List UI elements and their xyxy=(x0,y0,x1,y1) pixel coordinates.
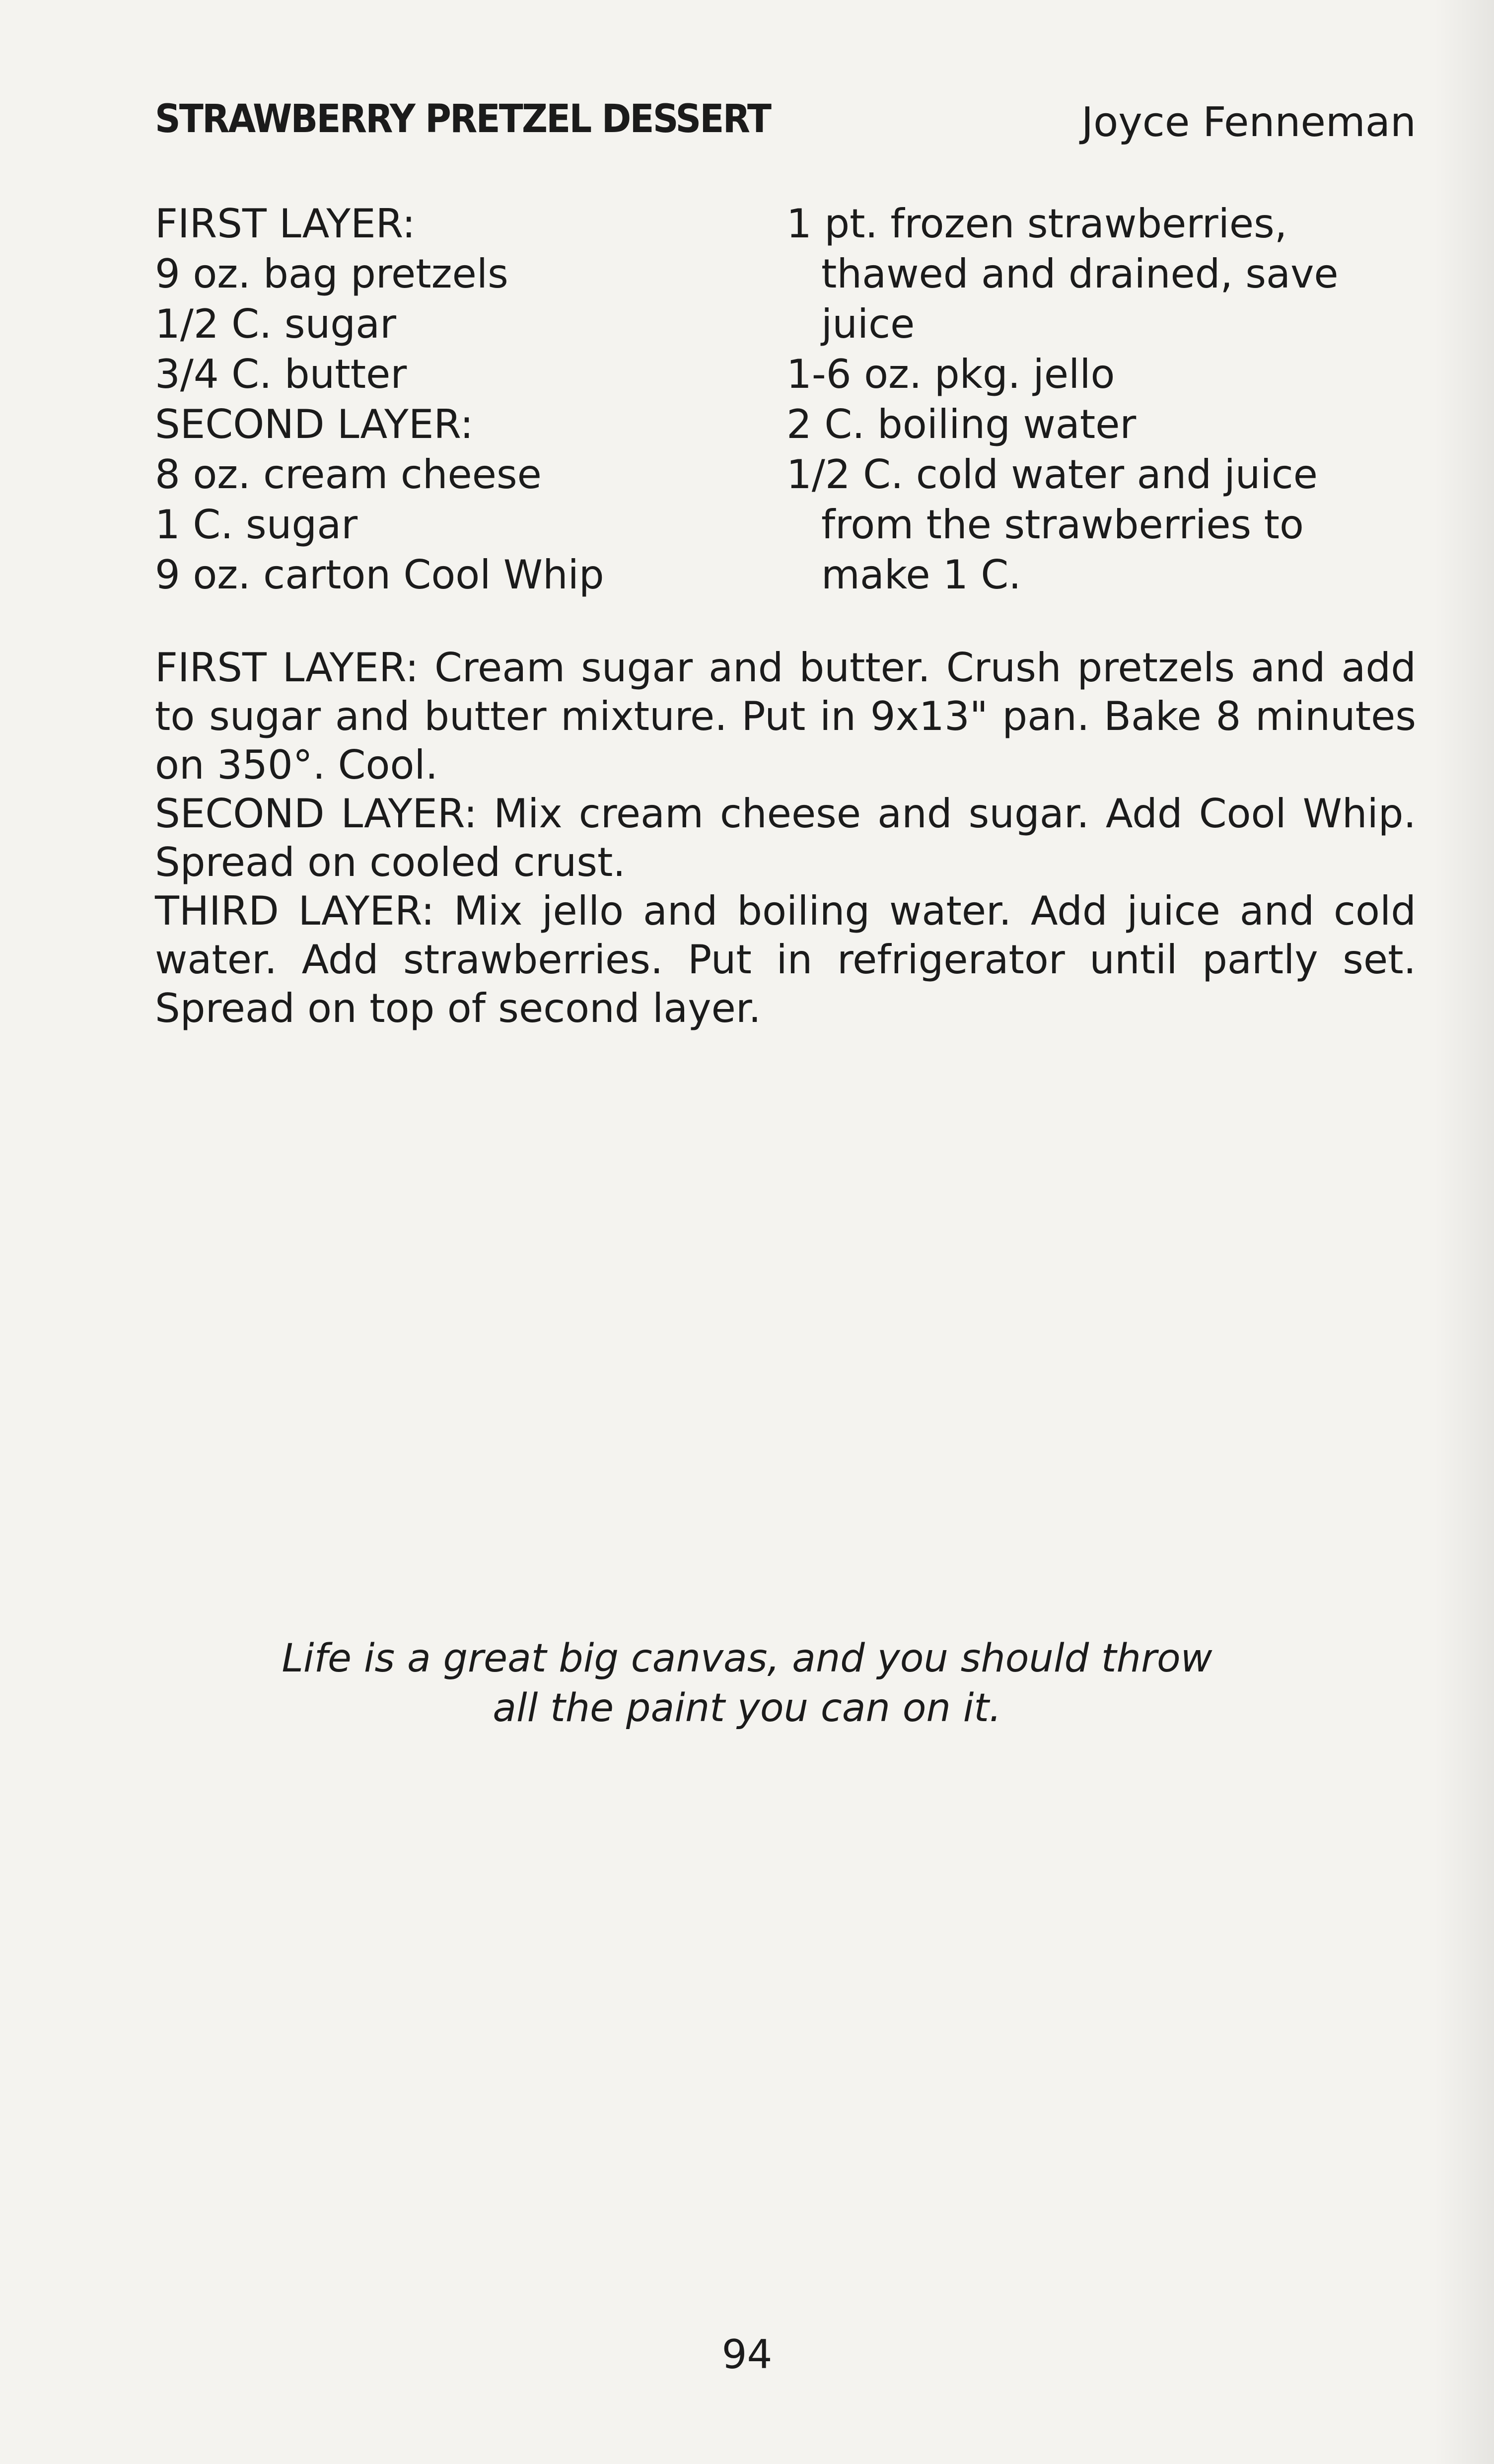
ingredient-line: SECOND LAYER: xyxy=(155,401,474,447)
ingredient-line: make 1 C. xyxy=(821,552,1021,598)
ingredient-line: 1 C. sugar xyxy=(155,502,358,548)
ingredient-line: 9 oz. carton Cool Whip xyxy=(155,552,604,598)
ingredient-line: 8 oz. cream cheese xyxy=(155,451,542,498)
page-edge-shadow xyxy=(1434,0,1494,2464)
ingredient-line: FIRST LAYER: xyxy=(155,201,416,247)
recipe-title: STRAWBERRY PRETZEL DESSERT xyxy=(155,97,771,142)
ingredient-line: 1/2 C. cold water and juice xyxy=(786,451,1318,498)
ingredients-right-column xyxy=(786,199,1416,600)
ingredient-line: 1/2 C. sugar xyxy=(155,301,396,347)
direction-paragraph: FIRST LAYER: Cream sugar and butter. Crush pretzels and add to sugar and butter mixture. Put in 9x13" pan. Bake 8 minutes on 350°. Cool. xyxy=(155,645,1416,788)
ingredient-line: 3/4 C. butter xyxy=(155,351,407,397)
ingredients-section xyxy=(155,199,1416,611)
recipe-author: Joyce Fenneman xyxy=(1081,99,1416,146)
ingredients-left-column xyxy=(155,199,776,600)
quote xyxy=(0,1634,1494,1733)
page-number: 94 xyxy=(721,2331,773,2378)
quote-line-2: all the paint you can on it. xyxy=(493,1686,1001,1731)
directions-section xyxy=(155,644,1416,1033)
ingredient-line: 1-6 oz. pkg. jello xyxy=(786,351,1115,397)
ingredient-line: 1 pt. frozen strawberries, xyxy=(786,201,1287,247)
ingredient-line: juice xyxy=(821,301,915,347)
ingredient-line: thawed and drained, save xyxy=(821,251,1339,297)
direction-paragraph: SECOND LAYER: Mix cream cheese and sugar. Add Cool Whip. Spread on cooled crust. xyxy=(155,791,1416,885)
ingredient-line: 9 oz. bag pretzels xyxy=(155,251,508,297)
direction-paragraph: THIRD LAYER: Mix jello and boiling water. Add juice and cold water. Add strawberries. Put in refrigerator until partly set. Spread on top of second layer. xyxy=(155,888,1416,1031)
ingredient-line: 2 C. boiling water xyxy=(786,401,1137,447)
recipe-header xyxy=(155,97,1416,151)
ingredient-line: from the strawberries to xyxy=(821,502,1304,548)
quote-line-1: Life is a great big canvas, and you should throw xyxy=(282,1636,1212,1681)
